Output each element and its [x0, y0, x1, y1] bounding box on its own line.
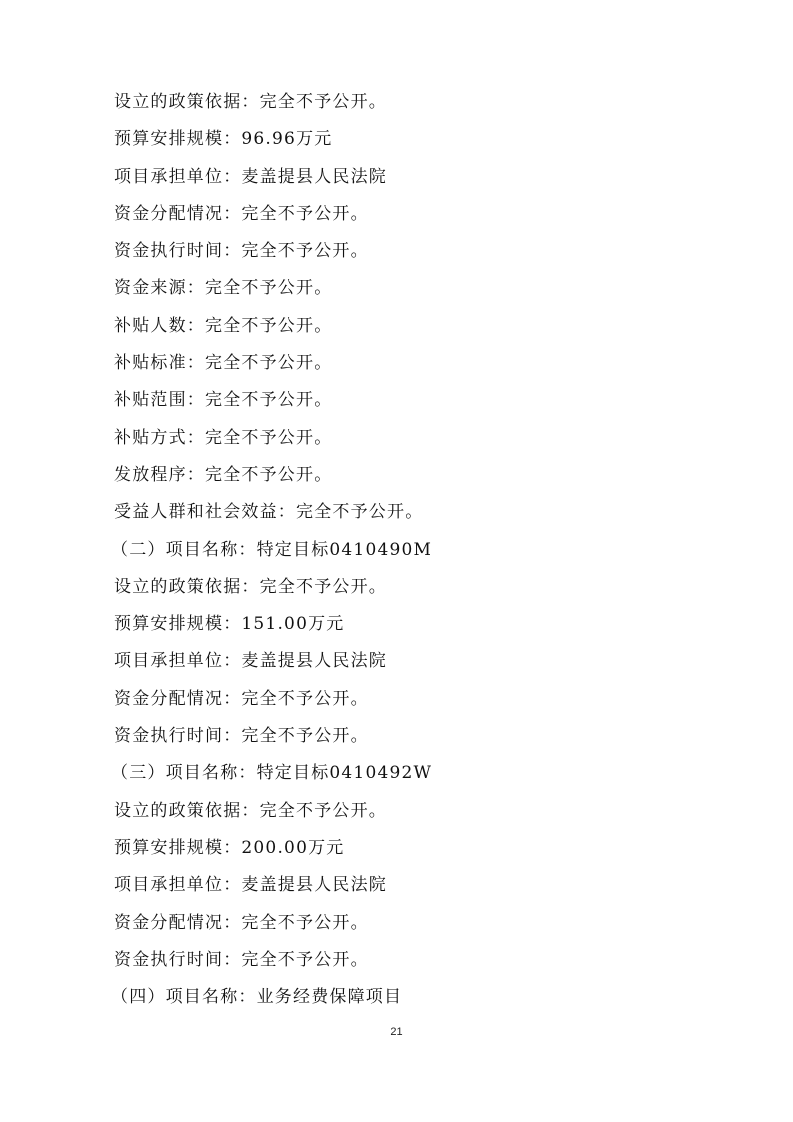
- text-line: 设立的政策依据：完全不予公开。: [114, 576, 387, 597]
- text-line: 设立的政策依据：完全不予公开。: [114, 800, 387, 821]
- page-number: 21: [390, 1026, 403, 1038]
- section-heading: （三）项目名称：特定目标0410492W: [111, 763, 433, 784]
- text-line: 补贴方式：完全不予公开。: [114, 427, 333, 448]
- text-line: 资金分配情况：完全不予公开。: [114, 203, 369, 224]
- text-line: 预算安排规模：151.00万元: [114, 614, 345, 635]
- text-line: 预算安排规模：200.00万元: [114, 837, 345, 858]
- text-line: 补贴标准：完全不予公开。: [114, 353, 333, 374]
- text-line: 资金执行时间：完全不予公开。: [114, 949, 369, 970]
- text-line: 资金执行时间：完全不予公开。: [114, 241, 369, 262]
- text-line: 项目承担单位：麦盖提县人民法院: [114, 875, 387, 896]
- text-line: 补贴人数：完全不予公开。: [114, 315, 333, 336]
- section-heading: （二）项目名称：特定目标0410490M: [111, 539, 433, 560]
- document-body: [111, 84, 754, 1016]
- text-line: 设立的政策依据：完全不予公开。: [114, 92, 387, 112]
- section-heading: （四）项目名称：业务经费保障项目: [111, 987, 403, 1008]
- text-line: 项目承担单位：麦盖提县人民法院: [114, 166, 387, 187]
- text-line: 预算安排规模：96.96万元: [114, 129, 333, 150]
- text-line: 资金分配情况：完全不予公开。: [114, 912, 369, 933]
- text-line: 发放程序：完全不予公开。: [114, 464, 333, 485]
- text-line: 资金执行时间：完全不予公开。: [114, 726, 369, 747]
- text-line: 补贴范围：完全不予公开。: [114, 390, 333, 411]
- text-line: 项目承担单位：麦盖提县人民法院: [114, 651, 387, 672]
- text-line: 受益人群和社会效益：完全不予公开。: [114, 502, 424, 523]
- text-line: 资金来源：完全不予公开。: [114, 278, 333, 299]
- text-line: 资金分配情况：完全不予公开。: [114, 688, 369, 709]
